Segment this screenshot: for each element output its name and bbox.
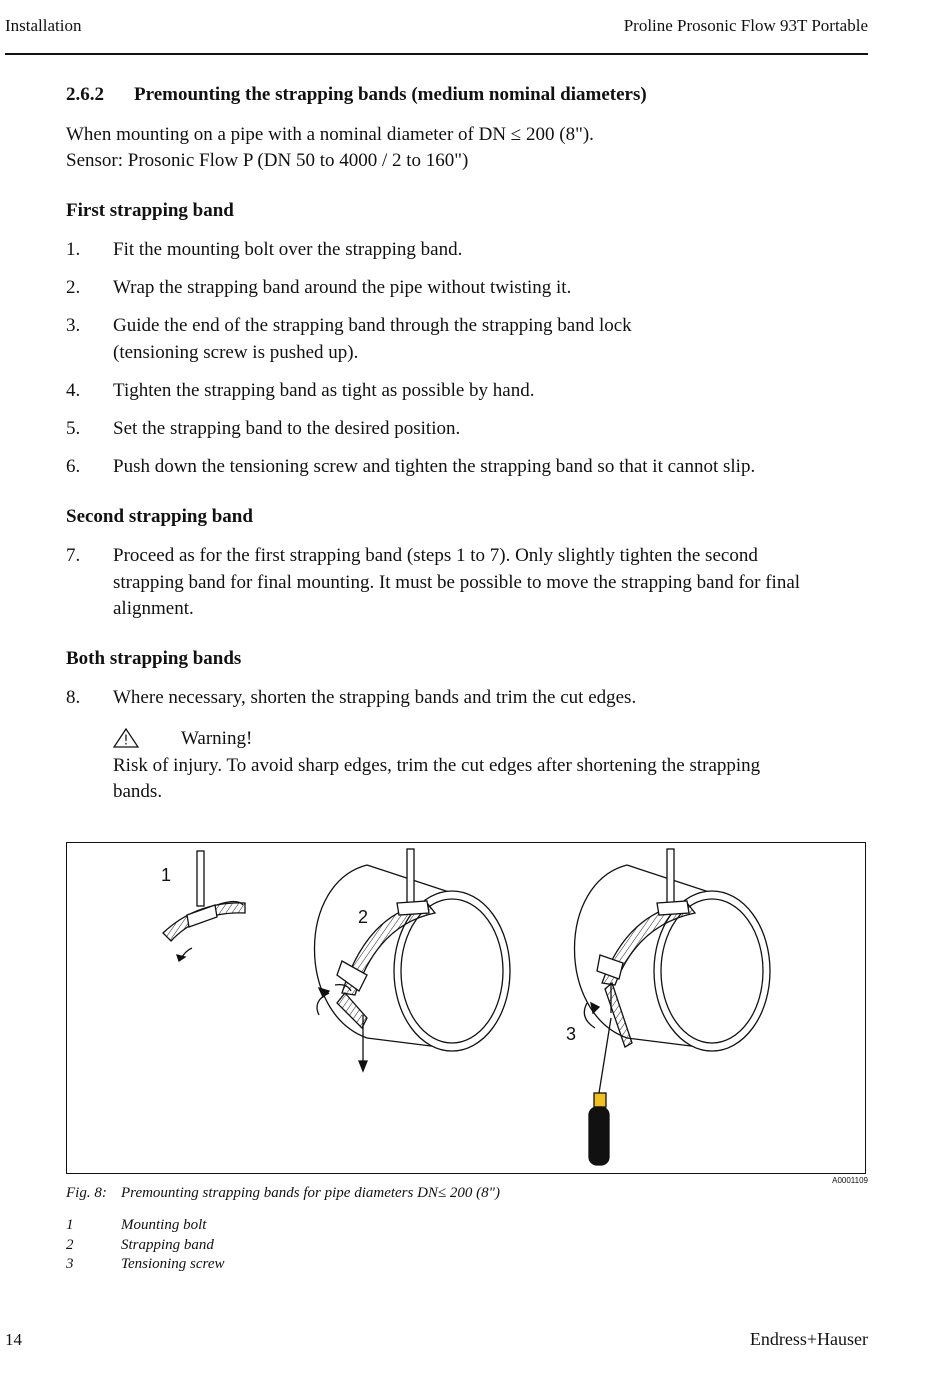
figure-legend	[66, 1216, 224, 1275]
step-7	[66, 543, 866, 623]
step-number: 3.	[66, 315, 81, 336]
strapping-band-illustration	[67, 843, 864, 1172]
page-number: 14	[5, 1330, 22, 1349]
warning-triangle-icon	[113, 728, 139, 757]
pipe-with-screwdriver	[575, 849, 771, 1165]
footer-brand: Endress+Hauser	[749, 1329, 868, 1349]
warning-text: Risk of injury. To avoid sharp edges, trim the cut edges after shortening the strapping	[113, 754, 761, 776]
legend-item	[66, 1236, 224, 1256]
intro-line-2: Sensor: Prosonic Flow P (DN 50 to 4000 / 2 to 160")	[66, 150, 469, 171]
header-product-title: Proline Prosonic Flow 93T Portable	[623, 16, 868, 35]
legend-label: Mounting bolt	[121, 1217, 207, 1233]
figure-caption	[66, 1185, 500, 1202]
heading-both-bands: Both strapping bands	[66, 648, 242, 669]
step-number: 8.	[66, 687, 81, 708]
step-6	[66, 454, 866, 481]
legend-key: 3	[66, 1256, 74, 1272]
warning-note	[113, 726, 863, 806]
screwdriver-band	[594, 1093, 606, 1107]
detail-mounting-bolt	[163, 851, 245, 961]
step-2	[66, 275, 866, 302]
legend-key: 1	[66, 1217, 74, 1233]
heading-second-band: Second strapping band	[66, 506, 253, 527]
intro-line-1: When mounting on a pipe with a nominal diameter of DN ≤ 200 (8").	[66, 124, 594, 145]
pipe-with-band	[315, 849, 511, 1071]
warning-text-continued: bands.	[113, 781, 163, 802]
step-8	[66, 685, 866, 712]
step-number: 2.	[66, 277, 81, 298]
step-text: Guide the end of the strapping band through the strapping band lock	[113, 315, 632, 336]
step-text-continued: alignment.	[113, 598, 194, 619]
step-text: Fit the mounting bolt over the strapping band.	[113, 239, 463, 260]
section-number: 2.6.2	[66, 84, 104, 105]
heading-first-band: First strapping band	[66, 200, 234, 221]
legend-label: Strapping band	[121, 1236, 214, 1253]
section-heading	[66, 84, 647, 106]
step-number: 5.	[66, 418, 81, 439]
header-section-label: Installation	[5, 16, 82, 35]
step-text-continued: (tensioning screw is pushed up).	[113, 341, 359, 363]
figure-frame	[66, 842, 866, 1174]
header-divider	[5, 53, 868, 55]
screwdriver-handle	[589, 1107, 609, 1165]
step-number: 6.	[66, 456, 81, 477]
step-number: 7.	[66, 545, 81, 566]
step-text: Wrap the strapping band around the pipe without twisting it.	[113, 277, 572, 298]
figure-code: A0001109	[832, 1176, 868, 1185]
step-5	[66, 416, 866, 443]
svg-text:!: !	[123, 733, 129, 748]
warning-title: Warning!	[181, 728, 253, 749]
step-3	[66, 313, 866, 366]
section-title: Premounting the strapping bands (medium nominal diameters)	[134, 84, 647, 105]
caption-label: Fig. 8:	[66, 1185, 107, 1201]
step-number: 4.	[66, 380, 81, 401]
step-text-continued: strapping band for final mounting. It must be possible to move the strapping band for final	[113, 571, 801, 593]
callout-3: 3	[566, 1024, 577, 1044]
callout-1: 1	[161, 865, 172, 885]
step-text: Tighten the strapping band as tight as possible by hand.	[113, 380, 535, 401]
step-text: Proceed as for the first strapping band (steps 1 to 7). Only slightly tighten the second	[113, 545, 758, 566]
step-text: Push down the tensioning screw and tighten the strapping band so that it cannot slip.	[113, 456, 756, 477]
legend-item	[66, 1255, 224, 1275]
step-text: Set the strapping band to the desired position.	[113, 418, 461, 439]
step-number: 1.	[66, 239, 81, 260]
callout-2: 2	[358, 907, 369, 927]
legend-label: Tensioning screw	[121, 1256, 225, 1272]
legend-item	[66, 1216, 224, 1236]
caption-text: Premounting strapping bands for pipe diameters DN≤ 200 (8")	[121, 1185, 500, 1201]
step-4	[66, 378, 866, 405]
step-1	[66, 237, 866, 264]
legend-key: 2	[66, 1236, 74, 1253]
step-text: Where necessary, shorten the strapping bands and trim the cut edges.	[113, 687, 637, 708]
